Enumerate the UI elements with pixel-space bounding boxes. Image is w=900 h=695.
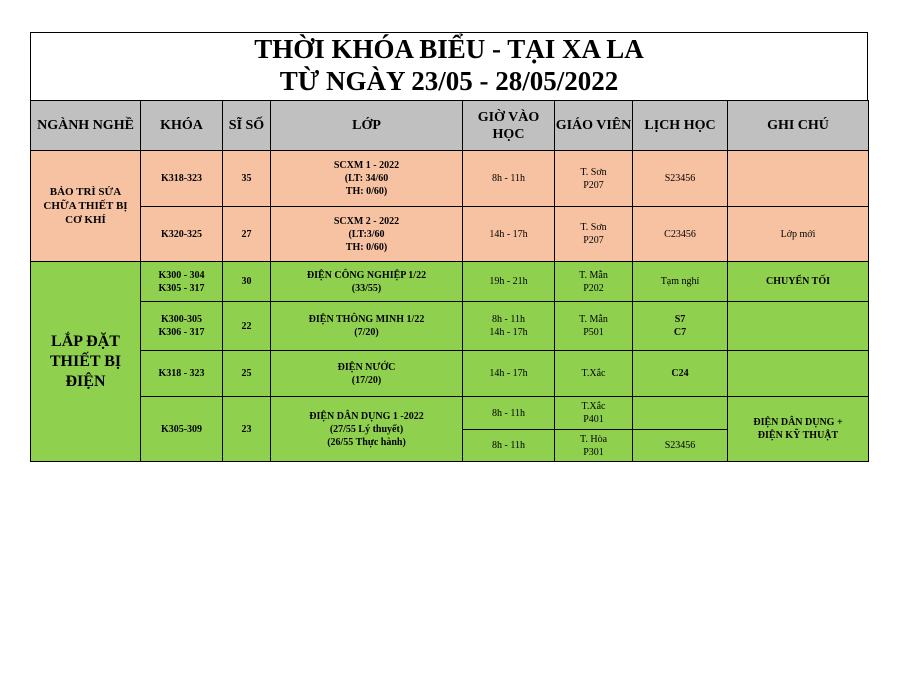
page-title: THỜI KHÓA BIỂU - TẠI XA LA — [254, 34, 644, 64]
table-row — [31, 151, 869, 207]
title-box — [30, 32, 868, 100]
header-gio: GIỜ VÀO HỌC — [463, 101, 555, 151]
cell-lich: S23456 — [633, 151, 728, 207]
cell-gv: T. Mẫn P501 — [555, 302, 633, 351]
cell-ghichu — [728, 151, 869, 207]
schedule-table — [30, 100, 869, 462]
cell-ghichu: ĐIỆN DÂN DỤNG + ĐIỆN KỸ THUẬT — [728, 397, 869, 462]
cell-lich: S23456 — [633, 430, 728, 462]
cell-khoa: K300 - 304 K305 - 317 — [141, 262, 223, 302]
cell-siso: 27 — [223, 207, 271, 262]
header-row — [31, 101, 869, 151]
cell-siso: 25 — [223, 351, 271, 397]
header-ghichu: GHI CHÚ — [728, 101, 869, 151]
cell-siso: 30 — [223, 262, 271, 302]
cell-siso: 22 — [223, 302, 271, 351]
cell-siso: 35 — [223, 151, 271, 207]
cell-gv: T.Xắc P401 — [555, 397, 633, 430]
cell-gio: 14h - 17h — [463, 351, 555, 397]
group-electrical: LẮP ĐẶT THIẾT BỊ ĐIỆN — [31, 262, 141, 462]
cell-lich: C24 — [633, 351, 728, 397]
cell-lop: SCXM 1 - 2022 (LT: 34/60 TH: 0/60) — [271, 151, 463, 207]
cell-lop: ĐIỆN DÂN DỤNG 1 -2022 (27/55 Lý thuyết) (26/55 Thực hành) — [271, 397, 463, 462]
cell-lop: SCXM 2 - 2022 (LT:3/60 TH: 0/60) — [271, 207, 463, 262]
cell-ghichu — [728, 302, 869, 351]
group-mechanical: BẢO TRÌ SỬA CHỮA THIẾT BỊ CƠ KHÍ — [31, 151, 141, 262]
cell-gv: T.Xắc — [555, 351, 633, 397]
cell-ghichu — [728, 351, 869, 397]
header-lich: LỊCH HỌC — [633, 101, 728, 151]
cell-gv: T. Sơn P207 — [555, 207, 633, 262]
cell-ghichu: Lớp mới — [728, 207, 869, 262]
table-row — [31, 351, 869, 397]
page-subtitle: TỪ NGÀY 23/05 - 28/05/2022 — [279, 66, 619, 96]
header-lop: LỚP — [271, 101, 463, 151]
cell-lop: ĐIỆN CÔNG NGHIỆP 1/22 (33/55) — [271, 262, 463, 302]
cell-lop: ĐIỆN NƯỚC (17/20) — [271, 351, 463, 397]
cell-gio: 19h - 21h — [463, 262, 555, 302]
table-row — [31, 397, 869, 430]
cell-gio: 14h - 17h — [463, 207, 555, 262]
cell-lich — [633, 397, 728, 430]
cell-khoa: K300-305 K306 - 317 — [141, 302, 223, 351]
cell-lich: C23456 — [633, 207, 728, 262]
cell-khoa: K318 - 323 — [141, 351, 223, 397]
cell-gv: T. Hòa P301 — [555, 430, 633, 462]
cell-gio: 8h - 11h — [463, 430, 555, 462]
cell-khoa: K320-325 — [141, 207, 223, 262]
cell-lich: Tạm nghỉ — [633, 262, 728, 302]
cell-gio: 8h - 11h — [463, 397, 555, 430]
header-khoa: KHÓA — [141, 101, 223, 151]
cell-gio: 8h - 11h — [463, 151, 555, 207]
cell-gv: T. Mẫn P202 — [555, 262, 633, 302]
header-nganh: NGÀNH NGHỀ — [31, 101, 141, 151]
cell-khoa: K318-323 — [141, 151, 223, 207]
cell-gio: 8h - 11h 14h - 17h — [463, 302, 555, 351]
table-row — [31, 207, 869, 262]
cell-lich: S7 C7 — [633, 302, 728, 351]
cell-lop: ĐIỆN THÔNG MINH 1/22 (7/20) — [271, 302, 463, 351]
header-siso: SĨ SỐ — [223, 101, 271, 151]
cell-khoa: K305-309 — [141, 397, 223, 462]
table-row — [31, 262, 869, 302]
cell-siso: 23 — [223, 397, 271, 462]
cell-gv: T. Sơn P207 — [555, 151, 633, 207]
header-gv: GIÁO VIÊN — [555, 101, 633, 151]
cell-ghichu: CHUYỂN TỐI — [728, 262, 869, 302]
table-row — [31, 302, 869, 351]
